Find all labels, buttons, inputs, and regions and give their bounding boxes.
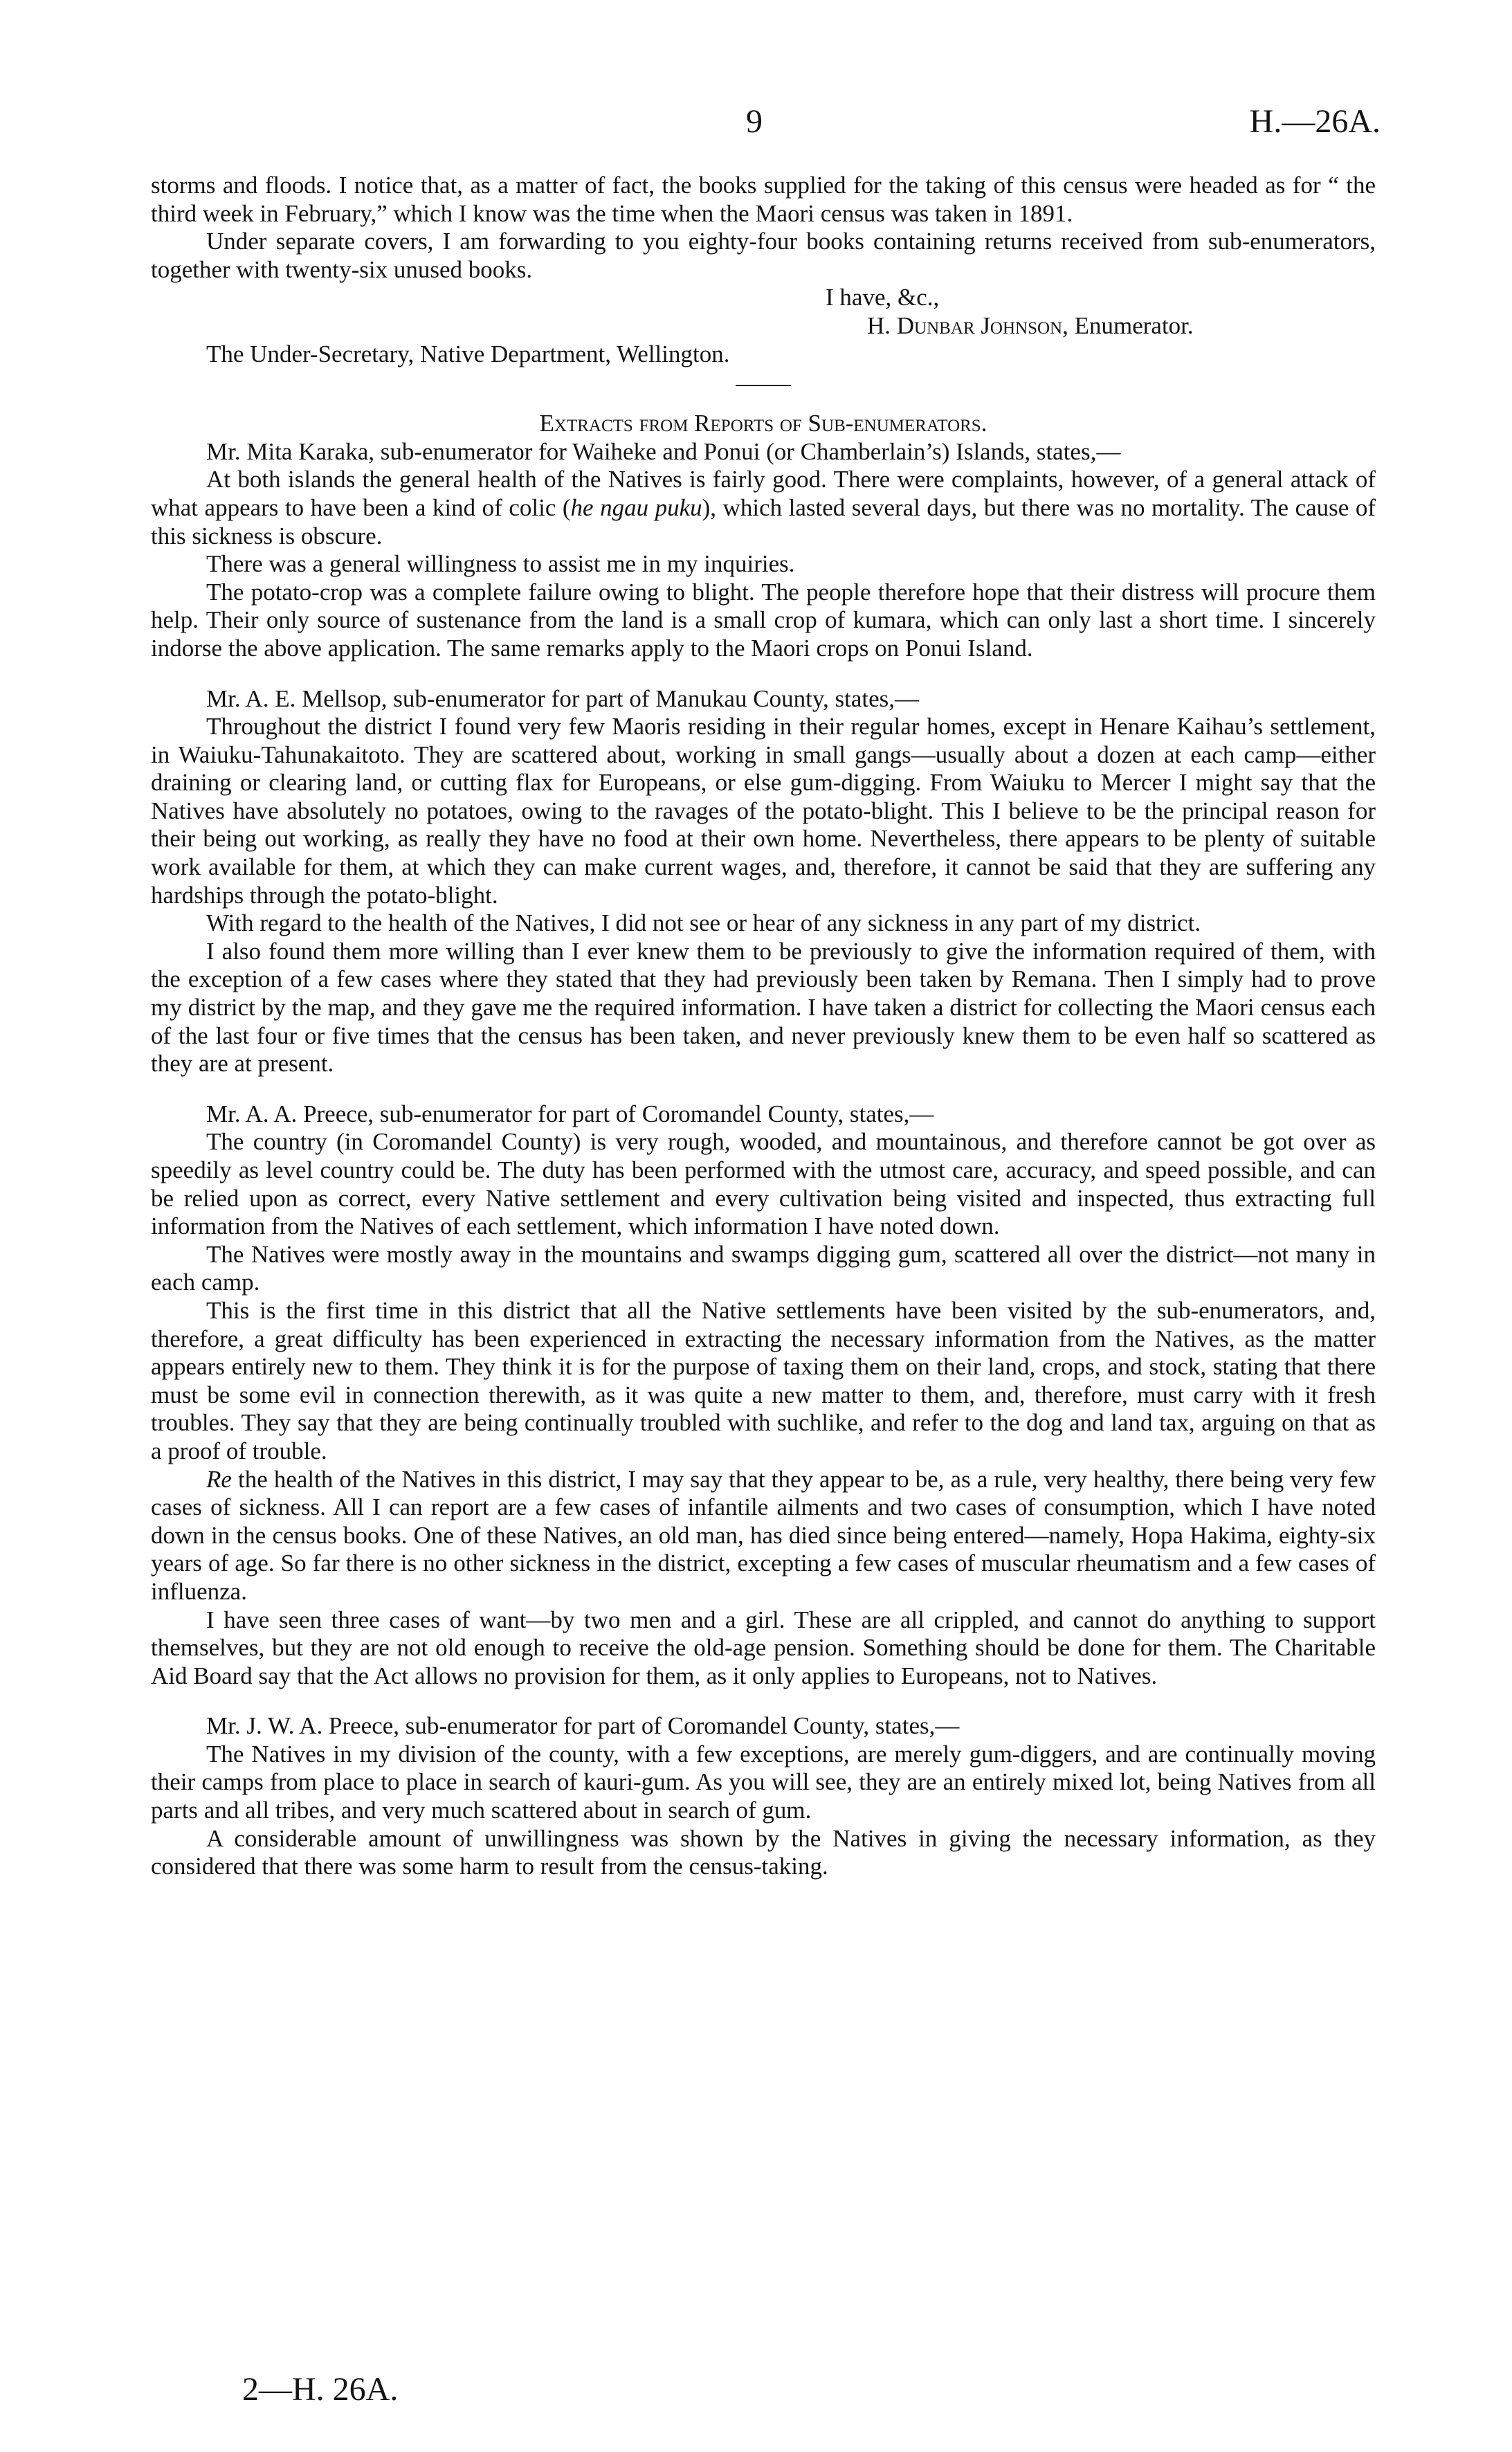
spacer xyxy=(151,1690,1376,1712)
letter-paragraph: Under separate covers, I am forwarding to you eighty-four books containing returns received from sub-enumerators, together with twenty-six unused books. xyxy=(151,228,1376,283)
report-paragraph: I have seen three cases of want—by two men and a girl. These are all crippled, and cannot do anything to support themselves, but they are not old enough to receive the old-age pension. Something should be done for them. The Charitable Aid Board say that the Act allows no provision for them, as it only applies to Europeans, not to Natives. xyxy=(151,1606,1376,1689)
report-paragraph: The potato-crop was a complete failure owing to blight. The people therefore hope that their distress will procure them help. Their only source of sustenance from the land is a small crop of kumara, which can only last a short time. I sincerely indorse the above application. The same remarks apply to the Maori crops on Ponui Island. xyxy=(151,578,1376,662)
report-paragraph: This is the first time in this district that all the Native settlements have been visited by the sub-enumerators, and, therefore, a great difficulty has been experienced in extracting the necessary information from the Natives, as the matter appears entirely new to them. They think it is for the purpose of taxing them on their land, crops, and stock, stating that there must be some evil in connection therewith, as it was quite a new matter to them, and, therefore, must carry with it fresh troubles. They say that they are being continually troubled with suchlike, and refer to the dog and land tax, arguing on that as a proof of trouble. xyxy=(151,1296,1376,1464)
letter-closing: I have, &c., xyxy=(826,284,940,311)
page-body xyxy=(151,172,1376,1881)
signature-mark: 2—H. 26A. xyxy=(242,2371,399,2408)
report-paragraph: The country (in Coromandel County) is very rough, wooded, and mountainous, and therefore cannot be got over as speedily as level country could be. The duty has been performed with the utmost care, accuracy, and speed possible, and can be relied upon as correct, every Native settlement and every cultivation being visited and inspected, thus extracting full information from the Natives of each settlement, which information I have noted down. xyxy=(151,1128,1376,1240)
re-italic: Re xyxy=(206,1465,232,1493)
report-paragraph: The Natives in my division of the county, with a few exceptions, are merely gum-diggers, and are continually moving their camps from place to place in search of kauri-gum. As you will see, they are an entirely mixed lot, being Natives from all parts and all tribes, and very much scattered about in search of gum. xyxy=(151,1740,1376,1824)
report-intro-jwa-preece: Mr. J. W. A. Preece, sub-enumerator for part of Coromandel County, states,— xyxy=(206,1712,960,1740)
report-paragraph: Throughout the district I found very few Maoris residing in their regular homes, except in Henare Kaihau’s settlement, in Waiuku-Tahunakaitoto. They are scattered about, working in small gangs—usually about a dozen at each camp—either draining or clearing land, or cutting flax for Europeans, or else gum-digging. From Waiuku to Mercer I might say that the Natives have absolutely no potatoes, owing to the ravages of the potato-blight. This I believe to be the principal reason for their being out working, as really they have no food at their own home. Nevertheless, there appears to be plenty of suitable work available for them, at which they can make current wages, and, therefore, it cannot be said that they are suffering any hardships through the potato-blight. xyxy=(151,713,1376,909)
report-paragraph: A considerable amount of unwillingness was shown by the Natives in giving the necessary information, as they considered that there was some harm to result from the census-taking. xyxy=(151,1824,1376,1880)
letter-paragraph-continued: storms and floods. I notice that, as a matter of fact, the books supplied for the taking of this census were headed as for “ the third week in February,” which I know was the time when the Maori census was taken in 1891. xyxy=(151,172,1376,227)
document-reference: H.—26A. xyxy=(1249,103,1381,140)
letter-signature xyxy=(151,284,1376,340)
report-paragraph: With regard to the health of the Natives, I did not see or hear of any sickness in any part of my district. xyxy=(206,909,1201,937)
report-paragraph xyxy=(151,1466,1376,1606)
section-heading: Extracts from Reports of Sub-enumerators. xyxy=(539,410,987,437)
section-divider xyxy=(736,385,791,386)
report-text: At both islands the general health of the Natives is fairly good. There were complaints, however, of a general attack of what appears to have been a kind of colic ( xyxy=(151,466,1376,521)
report-intro-mellsop: Mr. A. E. Mellsop, sub-enumerator for part of Manukau County, states,— xyxy=(206,684,920,712)
report-intro-karaka: Mr. Mita Karaka, sub-enumerator for Waiheke and Ponui (or Chamberlain’s) Islands, states,— xyxy=(206,437,1121,465)
signer-role: , Enumerator. xyxy=(1062,311,1194,339)
signer-line xyxy=(151,312,1376,340)
report-text: the health of the Natives in this district, I may say that they appear to be, as a rule, very healthy, there being very few cases of sickness. All I can report are a few cases of infantile ailments and two cases of consumption, which I have noted down in the census books. One of these Natives, an old man, has died since being entered—namely, Hopa Hakima, eighty-six years of age. So far there is no other sickness in the district, excepting a few cases of muscular rheumatism and a few cases of influenza. xyxy=(151,1465,1376,1605)
report-paragraph: There was a general willingness to assist me in my inquiries. xyxy=(206,550,795,578)
maori-term: he ngau puku xyxy=(570,493,702,521)
report-paragraph: The Natives were mostly away in the mountains and swamps digging gum, scattered all over the district—not many in each camp. xyxy=(151,1240,1376,1296)
page-number: 9 xyxy=(746,103,763,140)
report-paragraph xyxy=(151,466,1376,550)
spacer xyxy=(151,663,1376,685)
report-intro-aa-preece: Mr. A. A. Preece, sub-enumerator for part of Coromandel County, states,— xyxy=(206,1100,934,1127)
letter-addressee: The Under-Secretary, Native Department, Wellington. xyxy=(206,340,730,367)
report-paragraph: I also found them more willing than I ever knew them to be previously to give the information required of them, with the exception of a few cases where they stated that they had previously been taken by Remana. Then I simply had to prove my district by the map, and they gave me the required information. I have taken a district for collecting the Maori census each of the last four or five times that the census has been taken, and never previously knew them to be even half so scattered as they are at present. xyxy=(151,937,1376,1078)
spacer xyxy=(151,1078,1376,1100)
signer-name: H. Dunbar Johnson xyxy=(867,311,1063,339)
report-text: ), which lasted several days, but there was no mortality. The cause of this sickness is obscure. xyxy=(151,493,1376,550)
